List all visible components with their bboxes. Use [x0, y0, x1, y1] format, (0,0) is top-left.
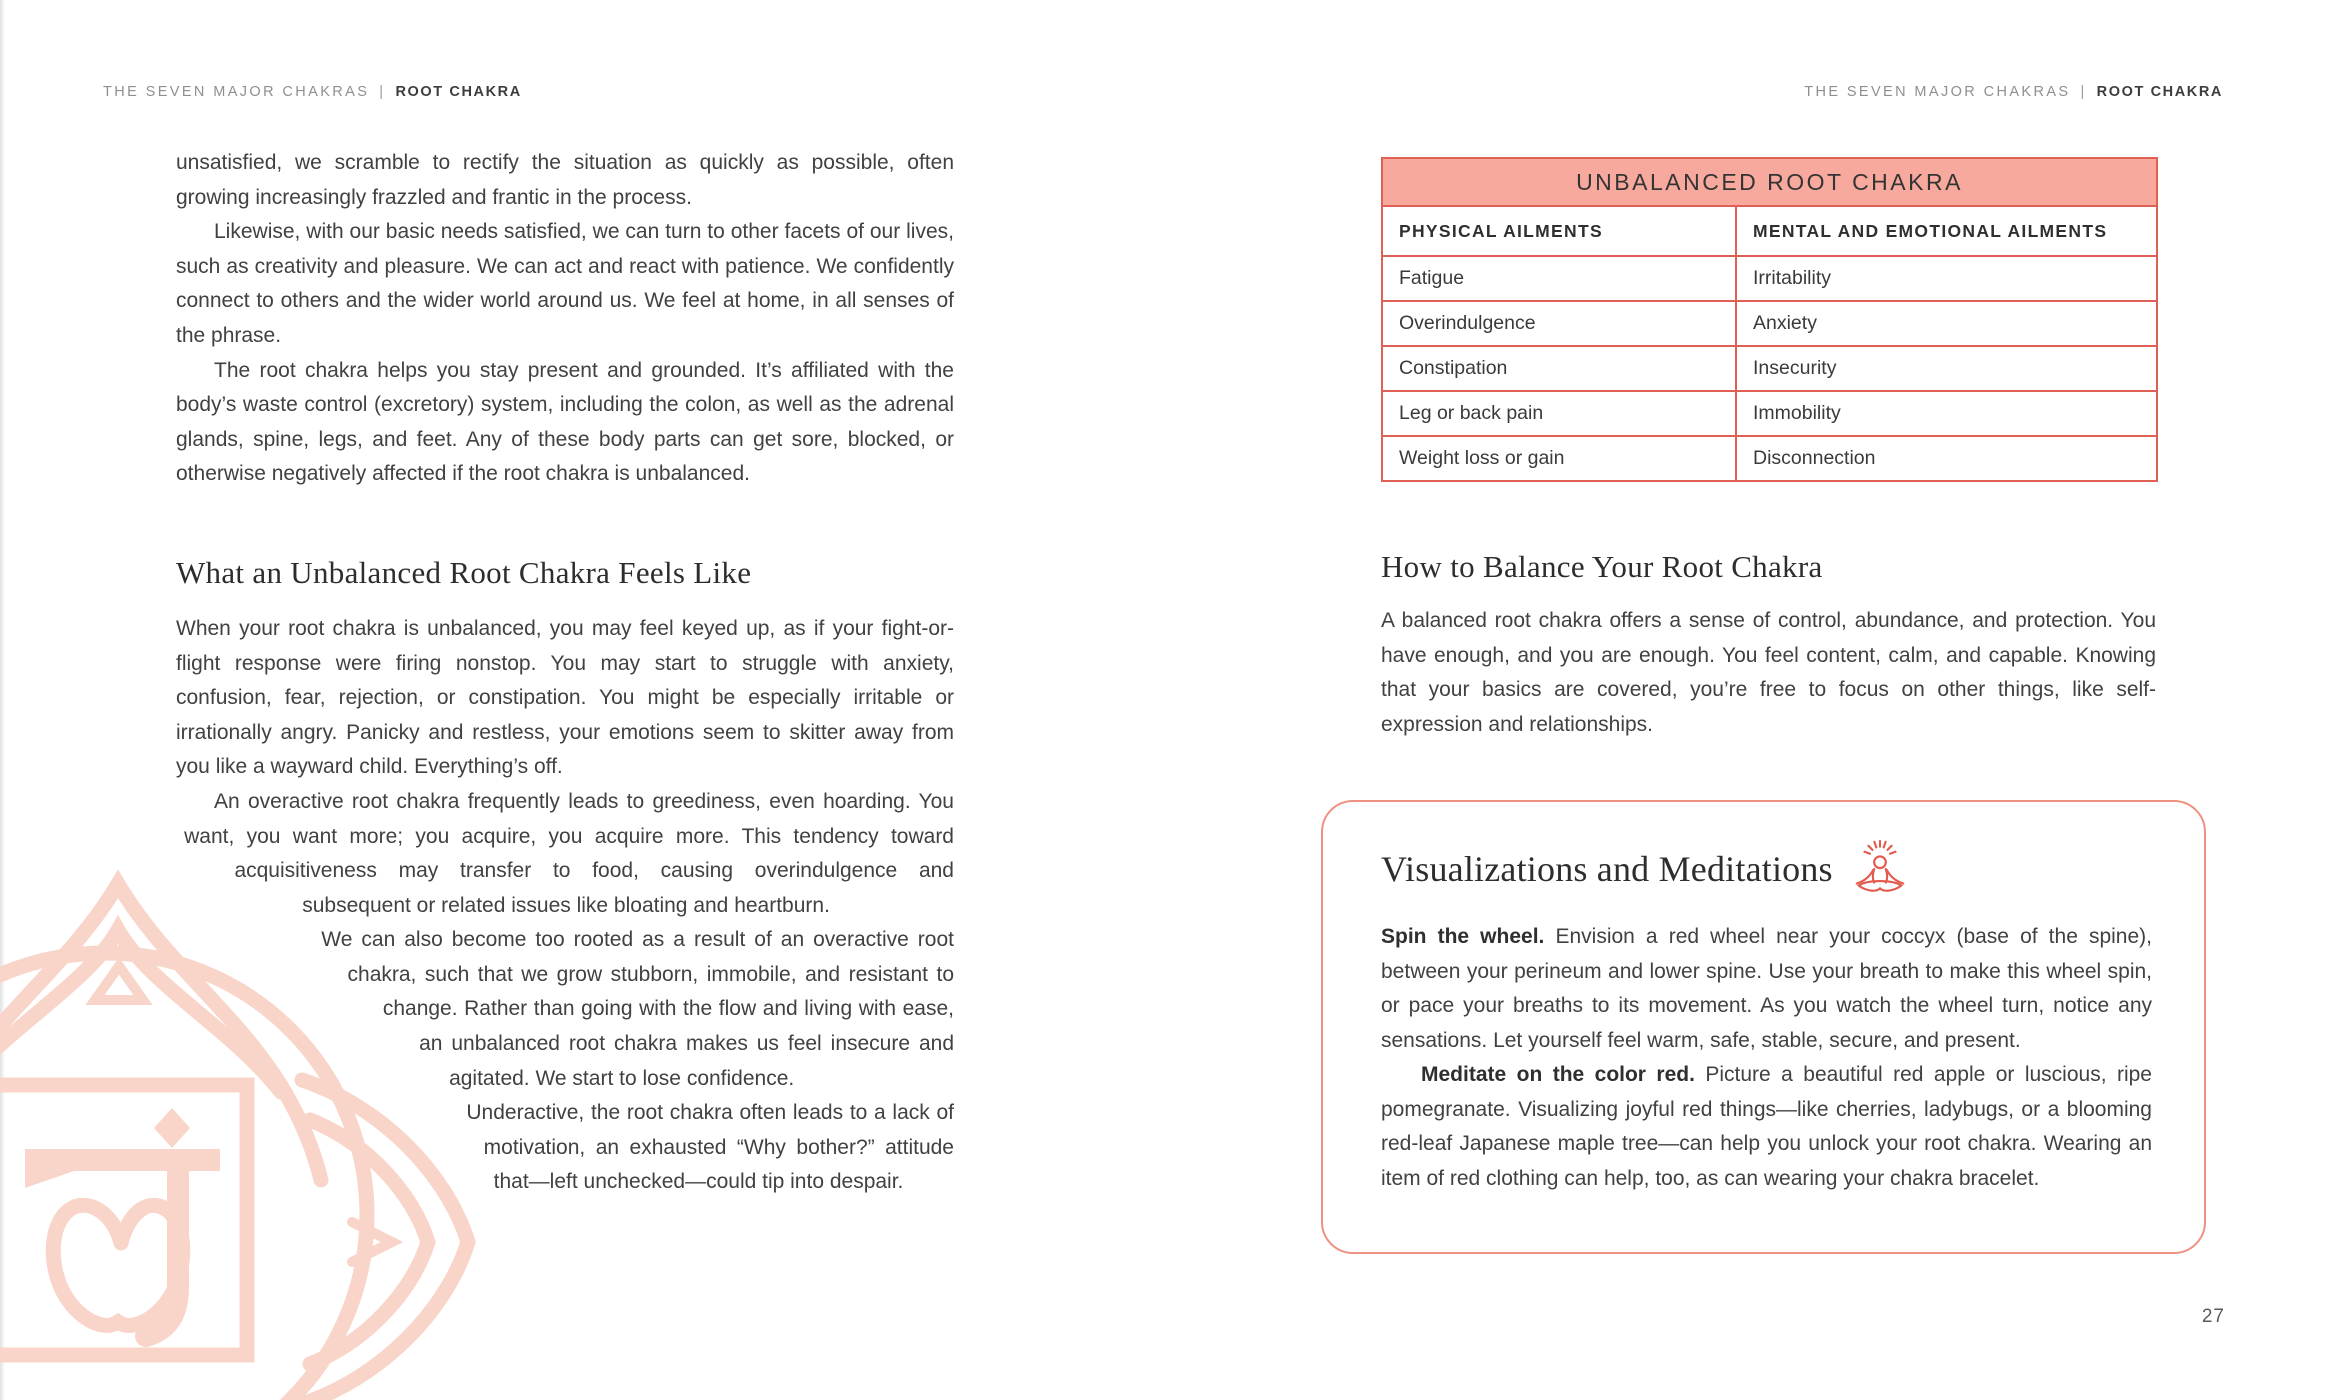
paragraph: An overactive root chakra frequently leads to greediness, even hoarding. You want, you want more; you acquire, you acquire more. This tendency toward acquisitiveness may transfer to food, causing overindulgence and subsequent or related issues like bloating and heartburn.: [184, 789, 954, 917]
meditation-box-heading: Visualizations and Meditations: [1381, 849, 1833, 889]
table-row: [1382, 301, 2157, 346]
meditation-icon: [1849, 836, 1911, 902]
meditation-item-text: Envision a red wheel near your coccyx (base of the spine), between your perineum and lower spine. Use your breath to make this wheel spin, or pace your breaths to its movement. As you watch the wheel turn, notice any sensations. Let yourself feel warm, safe, stable, secure, and present.: [1381, 925, 2152, 1052]
table-cell: Irritability: [1736, 256, 2157, 301]
table-cell: Constipation: [1382, 346, 1736, 391]
meditation-item-lead: Meditate on the color red.: [1421, 1063, 1695, 1086]
table-row: [1382, 256, 2157, 301]
paragraph: unsatisfied, we scramble to rectify the situation as quickly as possible, often growing increasingly frazzled and frantic in the process.: [176, 151, 954, 209]
balance-heading: How to Balance Your Root Chakra: [1381, 549, 1823, 584]
running-head-separator: |: [2080, 84, 2087, 100]
table-cell: Insecurity: [1736, 346, 2157, 391]
running-head-left: [103, 84, 522, 100]
running-head-series: THE SEVEN MAJOR CHAKRAS: [1804, 84, 2071, 100]
table-cell: Anxiety: [1736, 301, 2157, 346]
meditation-box: [1321, 800, 2206, 1254]
table-cell: Overindulgence: [1382, 301, 1736, 346]
meditation-item: [1381, 1058, 2152, 1196]
running-head-right: [1804, 84, 2223, 100]
table-row: [1382, 391, 2157, 436]
left-page-text: [176, 146, 954, 1393]
running-head-chapter: ROOT CHAKRA: [395, 84, 522, 100]
running-head-chapter: ROOT CHAKRA: [2096, 84, 2223, 100]
unbalanced-root-chakra-table: [1381, 157, 2158, 482]
table-row: [1382, 346, 2157, 391]
running-head-separator: |: [379, 84, 386, 100]
page-number: 27: [2201, 1306, 2225, 1327]
meditation-item: [1381, 920, 2152, 1058]
table-title: UNBALANCED ROOT CHAKRA: [1382, 158, 2157, 206]
table-cell: Fatigue: [1382, 256, 1736, 301]
meditation-item-text: Picture a beautiful red apple or luscious, ripe pomegranate. Visualizing joyful red things—like cherries, ladybugs, or a blooming red-leaf Japanese maple tree—can help you unlock your root chakra. Wearing an item of red clothing can help, too, as can wearing your chakra bracelet.: [1381, 1063, 2152, 1190]
paragraph: Underactive, the root chakra often leads to a lack of motivation, an exhausted “Why bother?” attitude that—left unchecked—could tip into despair.: [466, 1101, 954, 1194]
right-page-text: [1381, 157, 2156, 742]
table-cell: Immobility: [1736, 391, 2157, 436]
table-row: [1382, 436, 2157, 481]
running-head-series: THE SEVEN MAJOR CHAKRAS: [103, 84, 370, 100]
balance-paragraph: A balanced root chakra offers a sense of control, abundance, and protection. You have enough, and you are enough. You feel content, calm, and capable. Knowing that your basics are covered, you’re free to focus on other things, like self-expression and relationships.: [1381, 609, 2156, 736]
paragraph: We can also become too rooted as a result of an overactive root chakra, such that we grow stubborn, immobile, and resistant to change. Rather than going with the flow and living with ease, an unbalanced root chakra makes us feel insecure and agitated. We start to lose confidence.: [321, 928, 954, 1090]
paragraph: When your root chakra is unbalanced, you may feel keyed up, as if your fight-or-flight response were firing nonstop. You may start to struggle with anxiety, confusion, fear, rejection, or constipation. You might be especially irritable or irrationally angry. Panicky and restless, your emotions seem to skitter away from you like a wayward child. Everything’s off.: [176, 616, 954, 779]
paragraph: The root chakra helps you stay present and grounded. It’s affiliated with the body’s waste control (excretory) system, including the colon, as well as the adrenal glands, spine, legs, and feet. Any of these body parts can get sore, blocked, or otherwise negatively affected if the root chakra is unbalanced.: [176, 358, 954, 486]
paragraph: Likewise, with our basic needs satisfied, we can turn to other facets of our lives, such as creativity and pleasure. We can act and react with patience. We confidently connect to others and the wider world around us. We feel at home, in all senses of the phrase.: [176, 220, 954, 347]
table-cell: Leg or back pain: [1382, 391, 1736, 436]
table-column-header: MENTAL AND EMOTIONAL AILMENTS: [1736, 206, 2157, 256]
section-heading: What an Unbalanced Root Chakra Feels Like: [176, 554, 752, 590]
meditation-box-header: [1381, 836, 2152, 902]
table-cell: Disconnection: [1736, 436, 2157, 481]
table-cell: Weight loss or gain: [1382, 436, 1736, 481]
table-column-header: PHYSICAL AILMENTS: [1382, 206, 1736, 256]
meditation-item-lead: Spin the wheel.: [1381, 925, 1545, 948]
